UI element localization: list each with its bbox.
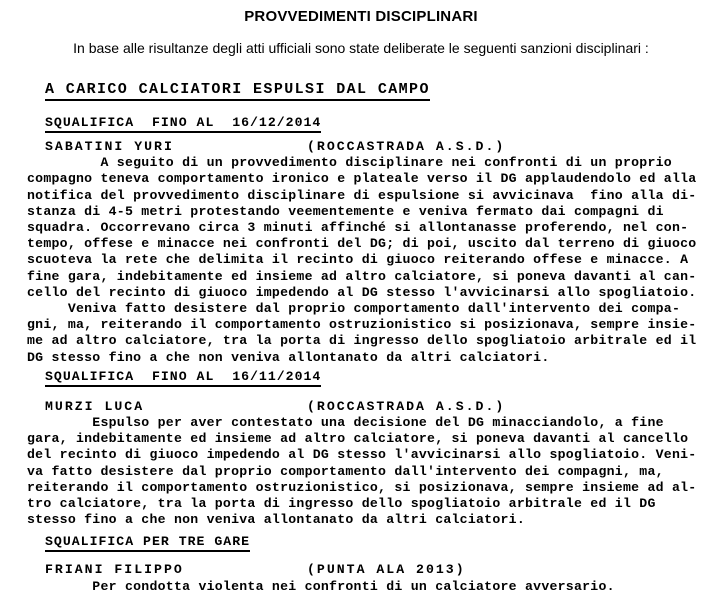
section-header (27, 82, 695, 98)
club-name: (PUNTA ALA 2013) (307, 562, 466, 578)
player-name: SABATINI YURI (45, 139, 174, 154)
text-line: compagno teneva comportamento ironico e plateale verso il DG applaudendolo ed alla (27, 171, 697, 187)
text-line: Espulso per aver contestato una decisione del DG minacciandolo, a fine (27, 415, 664, 431)
text-line: Veniva fatto desistere dal proprio comportamento dall'intervento dei compa- (27, 301, 681, 317)
sanction-heading (27, 369, 695, 385)
player-row (27, 399, 695, 415)
text-line: gara, indebitamente ed insieme ad altro calciatore, si poneva davanti al cancello (27, 431, 689, 447)
section-header-text: A CARICO CALCIATORI ESPULSI DAL CAMPO (45, 81, 430, 101)
text-line: stanza di 4-5 metri protestando veementemente e veniva fermato dai compagni di (27, 203, 664, 219)
sanction-block (27, 369, 695, 529)
text-line: del recinto di giuoco impedendo al DG stesso l'avvicinarsi allo spogliatoio. Veni- (27, 447, 697, 463)
text-line: me ad altro calciatore, tra la porta di ingresso dello spogliatoio arbitrale ed il (27, 333, 697, 349)
text-line: DG stesso fino a che non veniva allontanato da altri calciatori. (27, 349, 550, 365)
sanction-text (27, 579, 695, 595)
text-line: A seguito di un provvedimento disciplinare nei confronti di un proprio (27, 155, 672, 171)
player-row (27, 562, 695, 578)
text-line: cello del recinto di giuoco impedendo al DG stesso l'avvicinarsi allo spogliatoio. (27, 284, 697, 300)
text-line: stesso fino a che non veniva allontanato da altri calciatori. (27, 512, 525, 528)
text-line: tempo, offese e minacce nei confronti del DG; di poi, uscito dal terreno di giuoco (27, 236, 697, 252)
player-name: FRIANI FILIPPO (45, 562, 184, 578)
sanction-block (27, 534, 695, 594)
text-line: va fatto desistere dal proprio comportamento dall'intervento dei compagni, ma, (27, 463, 664, 479)
player-row (27, 139, 695, 155)
sanction-text (27, 155, 695, 366)
text-line: scuoteva la rete che delimita il recinto di giuoco reiterando offese e minacce. A (27, 252, 689, 268)
text-line: gni, ma, reiterando il comportamento ostruzionistico si posizionava, sempre insie- (27, 317, 697, 333)
club-name: (ROCCASTRADA A.S.D.) (307, 139, 506, 154)
text-line: fine gara, indebitamente ed insieme ad altro calciatore, si poneva davanti al can- (27, 268, 697, 284)
sanction-heading (27, 115, 695, 131)
text-line: reiterando il comportamento ostruzionistico, si posizionava, sempre insieme ad al- (27, 479, 697, 495)
sanction-heading (27, 534, 695, 550)
text-line: notifica del provvedimento disciplinare di espulsione si avvicinava fino alla di- (27, 187, 697, 203)
sanction-heading-text: SQUALIFICA PER TRE GARE (45, 534, 250, 552)
sanction-heading-text: SQUALIFICA FINO AL 16/11/2014 (45, 369, 321, 387)
text-line: Per condotta violenta nei confronti di un calciatore avversario. (27, 578, 615, 594)
sanction-block (27, 115, 695, 366)
text-line: squadra. Occorrevano circa 3 minuti affinché si allontanasse proferendo, nel con- (27, 220, 689, 236)
intro-text: In base alle risultanze degli atti ufficiali sono state deliberate le seguenti sanzioni disciplinari : (73, 40, 649, 56)
text-line: tro calciatore, tra la porta di ingresso dello spogliatoio arbitrale ed il DG (27, 496, 656, 512)
player-name: MURZI LUCA (45, 398, 145, 414)
page-title: PROVVEDIMENTI DISCIPLINARI (244, 8, 478, 25)
sanction-text (27, 415, 695, 528)
club-name: (ROCCASTRADA A.S.D.) (307, 398, 506, 414)
sanction-heading-text: SQUALIFICA FINO AL 16/12/2014 (45, 115, 321, 133)
